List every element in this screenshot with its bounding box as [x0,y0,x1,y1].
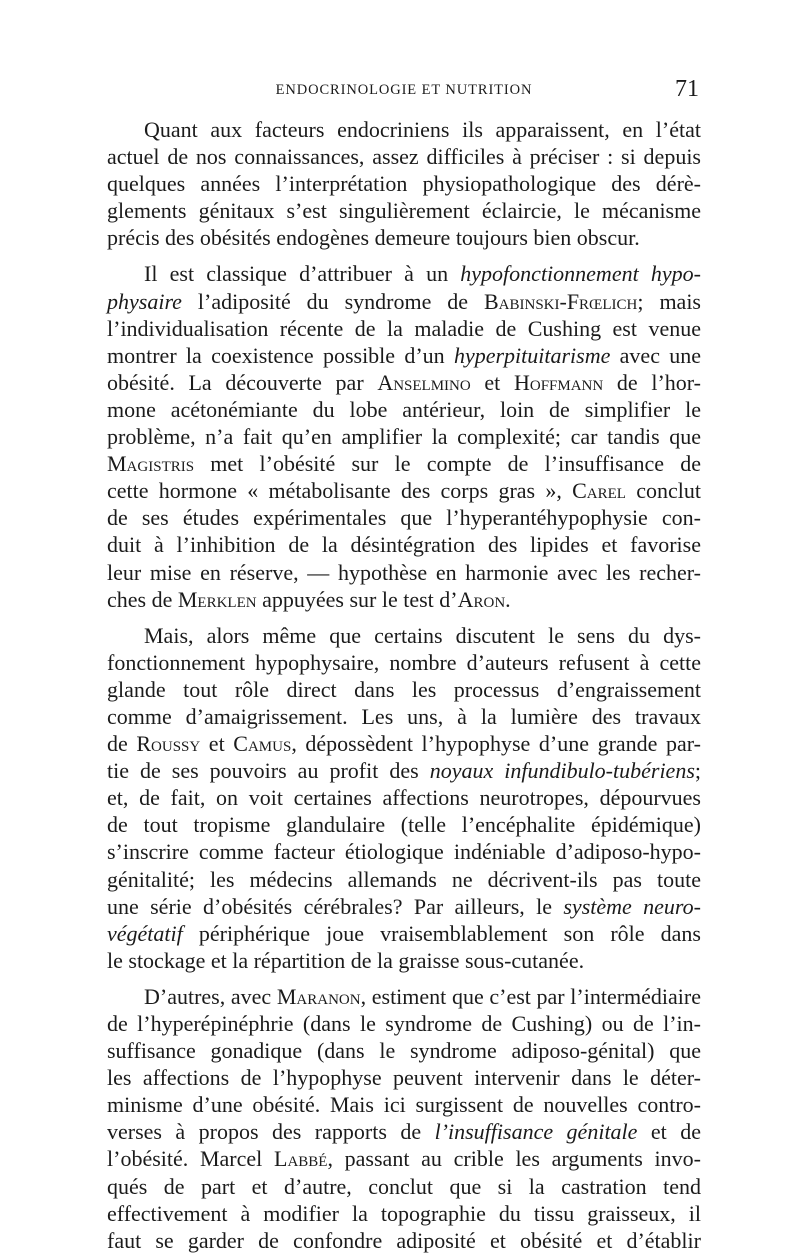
text-line [107,197,701,224]
emphasis-text: l’insuffisance génitale [434,1119,638,1145]
text-run: périphérique joue vraisemblablement son rôle dans [182,920,701,946]
text-line [107,1173,701,1200]
text-line [107,947,701,974]
text-line [107,1064,701,1091]
paragraph-gap [107,974,701,983]
text-run: actuel de nos connaissances, assez difficiles à préciser : si depuis [107,144,701,170]
text-run: comme d’amaigrissement. Les uns, à la lumière des travaux [107,703,701,729]
text-run: problème, n’a fait qu’en amplifier la complexité; car tandis que [107,424,701,450]
text-run: duit à l’inhibition de la désintégration des lipides et favorise [107,532,701,558]
text-run: de l’hor- [603,369,701,395]
text-line [107,757,701,784]
paragraph-gap [107,613,701,622]
text-run: cette hormone « métabolisante des corps gras », [107,478,573,504]
text-line [107,586,701,613]
text-line [107,1010,701,1037]
text-line [107,1118,701,1145]
paragraph [107,983,701,1254]
author-name: Babinski-Frœlich [483,288,638,314]
text-run: de tout tropisme glandulaire (telle l’encéphalite épidémique) [107,812,701,838]
text-line [107,450,701,477]
text-line [107,260,701,287]
text-line [107,983,701,1010]
text-run: glande tout rôle direct dans les processus d’engraissement [107,676,701,702]
text-run: , dépossèdent l’hypophyse d’une grande par- [291,731,701,757]
paragraph-gap [107,251,701,260]
book-page [107,78,701,1254]
text-run: conclut [625,478,701,504]
text-run: suffisance gonadique (dans le syndrome adiposo-génital) que [107,1038,701,1064]
emphasis-text: noyaux infundibulo-tubériens [429,758,695,784]
text-run: précis des obésités endogènes demeure toujours bien obscur. [107,225,640,251]
author-name: Magistris [107,451,195,477]
text-run: et [200,731,234,757]
text-run: minisme d’une obésité. Mais ici surgissent de nouvelles contro- [107,1092,701,1118]
text-line [107,649,701,676]
text-run: génitalité; les médecins allemands ne décrivent-ils pas toute [107,866,701,892]
text-line [107,811,701,838]
author-name: Carel [572,478,626,504]
author-name: Merklen [177,586,257,612]
text-line [107,369,701,396]
body-text [107,116,701,1254]
text-line [107,559,701,586]
text-run: ches de [107,586,178,612]
text-line [107,423,701,450]
text-run: montrer la coexistence possible d’un [107,342,454,368]
text-line [107,893,701,920]
text-line [107,477,701,504]
author-name: Maranon [276,983,361,1009]
text-line [107,1037,701,1064]
text-run: et de [637,1119,701,1145]
text-line [107,315,701,342]
text-run: quelques années l’interprétation physiopathologique des dérè- [107,171,701,197]
text-run: leur mise en réserve, — hypothèse en harmonie avec les recher- [107,559,701,585]
emphasis-text: système neuro- [563,893,701,919]
emphasis-text: hyperpituitarisme [453,342,611,368]
author-name: Camus [233,731,292,757]
paragraph [107,260,701,612]
text-run: , estiment que c’est par l’intermédiaire [360,983,701,1009]
emphasis-text: hypofonctionnement hypo- [460,261,701,287]
text-run: tie de ses pouvoirs au profit des [107,758,430,784]
emphasis-text: végétatif [107,920,183,946]
text-run: glements génitaux s’est singulièrement éclaircie, le mécanisme [107,198,701,224]
text-run: D’autres, avec [144,983,277,1009]
text-run: avec une [610,342,701,368]
text-run: une série d’obésités cérébrales? Par ailleurs, le [107,893,564,919]
text-line [107,703,701,730]
text-run: Quant aux facteurs endocriniens ils apparaissent, en l’état [144,117,701,142]
text-run: de ses études expérimentales que l’hyperantéhypophysie con- [107,505,701,531]
text-line [107,170,701,197]
author-name: Roussy [136,731,201,757]
text-line [107,396,701,423]
text-run: ; [694,758,702,784]
text-run: obésité. La découverte par [107,369,378,395]
author-name: Hoffmann [513,369,604,395]
text-run: et [470,369,514,395]
text-run: mone acétonémiante du lobe antérieur, loin de simplifier le [107,396,701,422]
text-line [107,504,701,531]
text-run: l’adiposité du syndrome de [181,288,484,314]
text-run: l’obésité. Marcel [107,1146,274,1172]
text-line [107,622,701,649]
text-run: met l’obésité sur le compte de l’insuffisance de [194,451,701,477]
emphasis-text: physaire [107,288,182,314]
text-run: l’individualisation récente de la maladie de Cushing est venue [107,315,701,341]
text-run: appuyées sur le test d’ [256,586,458,612]
text-run: , passant au crible les arguments invo- [327,1146,701,1172]
text-line [107,866,701,893]
text-line [107,342,701,369]
text-line [107,838,701,865]
text-run: Mais, alors même que certains discutent le sens du dys- [144,622,701,648]
text-line [107,531,701,558]
page-number: 71 [675,76,699,102]
text-line [107,116,701,143]
author-name: Anselmino [377,369,471,395]
running-head [107,78,701,108]
text-line [107,1145,701,1172]
text-line [107,1200,701,1227]
author-name: Aron [457,586,506,612]
text-run: s’inscrire comme facteur étiologique indéniable d’adiposo-hypo- [107,839,701,865]
text-run: les affections de l’hypophyse peuvent intervenir dans le déter- [107,1065,701,1091]
text-line [107,1227,701,1254]
text-line [107,1091,701,1118]
text-line [107,784,701,811]
text-line [107,224,701,251]
text-run: faut se garder de confondre adiposité et obésité et d’établir [107,1227,701,1253]
text-run: . [505,586,511,612]
text-line [107,730,701,757]
text-run: verses à propos des rapports de [107,1119,435,1145]
text-run: fonctionnement hypophysaire, nombre d’auteurs refusent à cette [107,649,701,675]
text-run: ; mais [637,288,701,314]
text-run: le stockage et la répartition de la graisse sous-cutanée. [107,947,585,973]
text-run: Il est classique d’attribuer à un [144,261,461,287]
running-title: ENDOCRINOLOGIE ET NUTRITION [275,82,533,98]
author-name: Labbé [274,1146,328,1172]
paragraph [107,116,701,251]
text-run: effectivement à modifier la topographie du tissu graisseux, il [107,1200,701,1226]
text-run: qués de part et d’autre, conclut que si la castration tend [107,1173,701,1199]
text-line [107,143,701,170]
paragraph [107,622,701,974]
text-run: de [107,731,137,757]
text-line [107,288,701,315]
text-line [107,676,701,703]
text-line [107,920,701,947]
text-run: de l’hyperépinéphrie (dans le syndrome de Cushing) ou de l’in- [107,1011,701,1036]
text-run: et, de fait, on voit certaines affections neurotropes, dépourvues [107,785,701,811]
